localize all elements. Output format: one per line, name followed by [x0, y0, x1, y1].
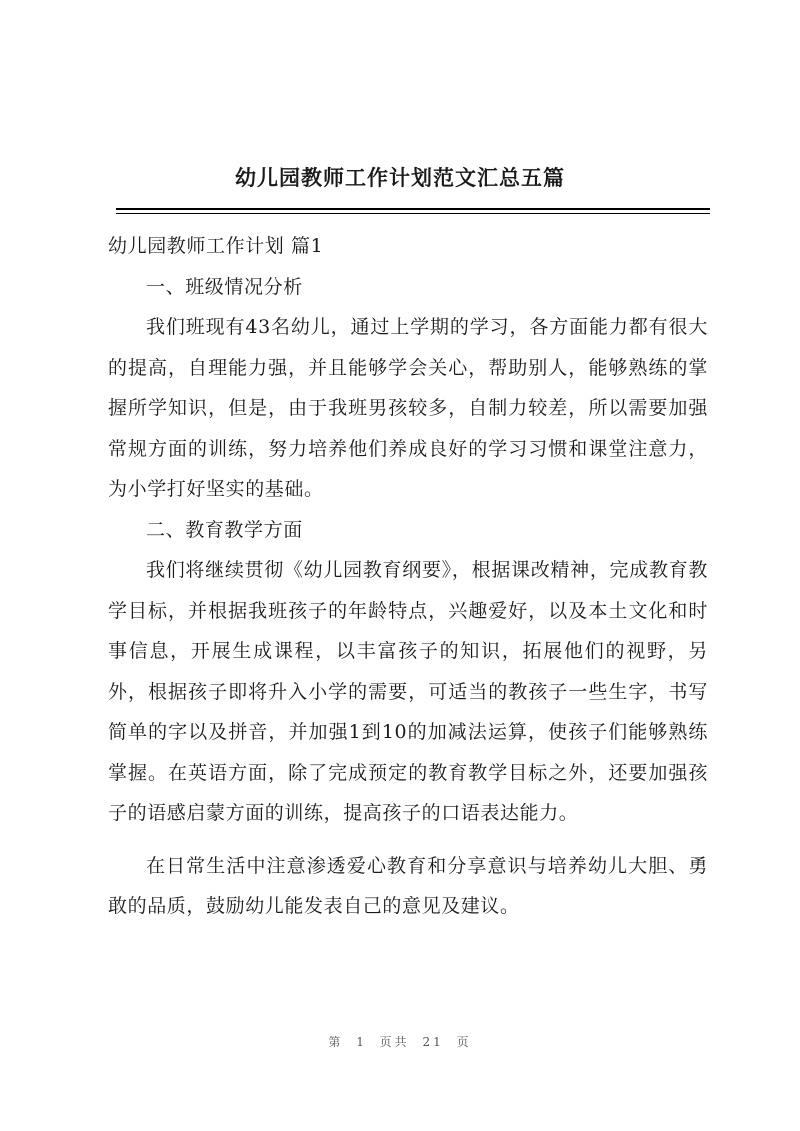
heading-teaching: 二、教育教学方面	[146, 518, 303, 541]
document-title: 幼儿园教师工作计划范文汇总五篇	[235, 165, 565, 190]
title-divider-thin	[116, 213, 710, 214]
paragraph-daily-life: 在日常生活中注意渗透爱心教育和分享意识与培养幼儿大胆、勇敢的品质，鼓励幼儿能发表自己的意见及建议。	[108, 854, 708, 917]
section-heading: 幼儿园教师工作计划 篇1	[108, 235, 324, 257]
paragraph-teaching: 我们将继续贯彻《幼儿园教育纲要》，根据课改精神，完成教育教学目标，并根据我班孩子的年龄特点，兴趣爱好，以及本土文化和时事信息，开展生成课程，以丰富孩子的知识，拓展他们的视野，另外，根据孩子即将升入小学的需要，可适当的教孩子一些生字，书写简单的字以及拼音，并加强1到10的加减法运算，使孩子们能够熟练掌握。在英语方面，除了完成预定的教育教学目标之外，还要加强孩子的语感启蒙方面的训练，提高孩子的口语表达能力。	[108, 559, 708, 824]
paragraph-class-analysis: 我们班现有43名幼儿，通过上学期的学习，各方面能力都有很大的提高，自理能力强，并且能够学会关心，帮助别人，能够熟练的掌握所学知识，但是，由于我班男孩较多，自制力较差，所以需要加强常规方面的训练，努力培养他们养成良好的学习习惯和课堂注意力，为小学打好坚实的基础。	[108, 316, 708, 500]
heading-class-analysis: 一、班级情况分析	[146, 275, 303, 298]
document-body	[108, 226, 708, 927]
title-divider	[116, 208, 710, 210]
page-footer: 第 1 页共 21 页	[328, 1035, 472, 1049]
